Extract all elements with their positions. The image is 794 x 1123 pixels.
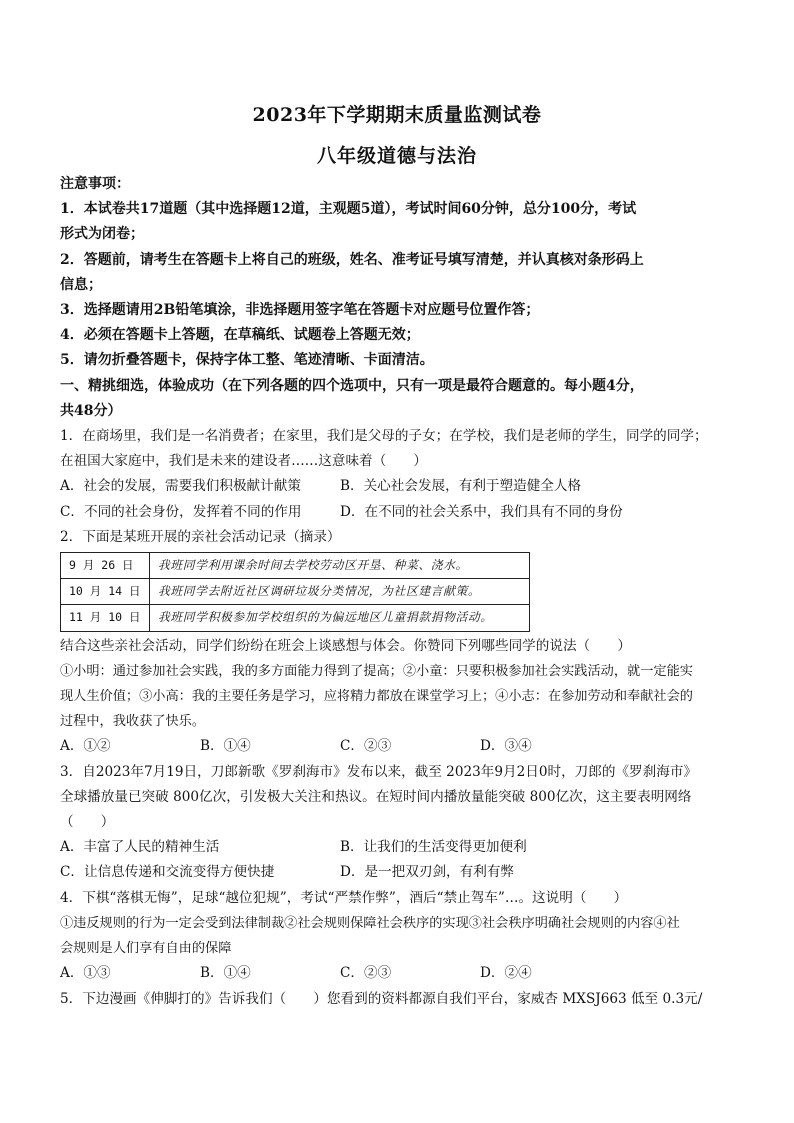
record-note: 我班同学积极参加学校组织的为偏远地区儿童捐款捐物活动。 [150, 605, 530, 631]
question-3-options [60, 835, 736, 860]
option-d: D．③④ [480, 738, 532, 755]
question-1-stem: 在祖国大家庭中，我们是未来的建设者……这意味着（ ） [60, 453, 428, 470]
question-3-stem: 全球播放量已突破 800亿次，引发极大关注和热议。在短时间内播放量能突破 800亿次，这主要表明网络 [60, 788, 692, 805]
option-c: C．②③ [340, 738, 392, 755]
question-1-options [60, 474, 736, 499]
option-b: B．①④ [200, 738, 251, 755]
question-4-options [60, 961, 736, 986]
record-date: 9 月 26 日 [61, 553, 150, 579]
table-row [61, 605, 530, 631]
question-4-statement: ①违反规则的行为一定会受到法律制裁②社会规则保障社会秩序的实现③社会秩序明确社会规则的内容④社 [60, 915, 680, 931]
option-a: A．①③ [60, 965, 111, 982]
exam-subject: 八年级道德与法治 [316, 145, 477, 167]
option-c: C．让信息传递和交流变得方便快捷 [60, 864, 275, 881]
notice-line: 5．请勿折叠答题卡，保持字体工整、笔迹清晰、卡面清洁。 [60, 352, 434, 369]
notice-line: 2．答题前，请考生在答题卡上将自己的班级，姓名、准考证号填写清楚，并认真核对条形码上 [60, 251, 644, 268]
record-note: 我班同学去附近社区调研垃圾分类情况，为社区建言献策。 [150, 579, 530, 605]
option-d: D．②④ [480, 965, 532, 982]
option-b: B．让我们的生活变得更加便利 [340, 839, 527, 856]
question-4-statement: 会规则是人们享有自由的保障 [60, 941, 232, 957]
section-heading: 一、精挑细选，体验成功（在下列各题的四个选项中，只有一项是最符合题意的。每小题4分， [60, 377, 644, 394]
question-5-stem: 5．下边漫画《伸脚打的》告诉我们（ ）您看到的资料都源自我们平台，家威杏 MXSJ663 低至 0.3元/ [60, 990, 703, 1007]
question-1-stem: 1．在商场里，我们是一名消费者；在家里，我们是父母的子女；在学校，我们是老师的学生，同学的同学； [60, 428, 708, 445]
question-2-statement: 现人生价值；③小高：我的主要任务是学习，应将精力都放在课堂学习上；④小志：在参加劳动和奉献社会的 [60, 689, 693, 705]
notice-line: 1．本试卷共17道题（其中选择题12道，主观题5道），考试时间60分钟，总分100分，考试 [60, 201, 637, 218]
notice-heading: 注意事项： [60, 176, 130, 192]
option-c: C．②③ [340, 965, 392, 982]
option-d: D．是一把双刃剑，有利有弊 [340, 864, 515, 881]
option-a: A．①② [60, 738, 111, 755]
notice-line: 4．必须在答题卡上答题，在草稿纸、试题卷上答题无效； [60, 327, 420, 344]
exam-title: 2023年下学期期末质量监测试卷 [252, 104, 542, 126]
option-a: A．社会的发展，需要我们积极献计献策 [60, 478, 301, 495]
option-b: B．关心社会发展，有利于塑造健全人格 [340, 478, 582, 495]
record-date: 10 月 14 日 [61, 579, 150, 605]
option-a: A．丰富了人民的精神生活 [60, 839, 220, 856]
question-2-options [60, 734, 736, 759]
question-3-options [60, 860, 736, 885]
question-4-stem: 4．下棋“落棋无悔”，足球“越位犯规”，考试“严禁作弊”，酒后“禁止驾车”…。这说明（ ） [60, 889, 628, 906]
option-b: B．①④ [200, 965, 251, 982]
record-note: 我班同学利用课余时间去学校劳动区开垦、种菜、浇水。 [150, 553, 530, 579]
record-date: 11 月 10 日 [61, 605, 150, 631]
question-1-options [60, 500, 736, 525]
option-c: C．不同的社会身份，发挥着不同的作用 [60, 503, 302, 520]
notice-line: 信息； [60, 276, 102, 293]
option-d: D．在不同的社会关系中，我们具有不同的身份 [340, 503, 623, 520]
question-2-statement: 过程中，我收获了快乐。 [60, 714, 206, 730]
section-heading: 共48分） [60, 402, 122, 419]
question-2-stem: 2．下面是某班开展的亲社会活动记录（摘录） [60, 528, 341, 545]
question-2-ask: 结合这些亲社会活动，同学们纷纷在班会上谈感想与体会。你赞同下列哪些同学的说法（ ） [60, 637, 631, 654]
table-row [61, 553, 530, 579]
notice-line: 形式为闭卷； [60, 226, 144, 243]
question-3-stem: 3．自2023年7月19日，刀郎新歌《罗刹海市》发布以来，截至 2023年9月2日0时，刀郎的《罗刹海市》 [60, 763, 698, 780]
table-row [61, 579, 530, 605]
notice-line: 3．选择题请用2B铅笔填涂，非选择题用签字笔在答题卡对应题号位置作答； [60, 302, 540, 319]
question-2-statement: ①小明：通过参加社会实践，我的多方面能力得到了提高；②小童：只要积极参加社会实践活动，就一定能实 [60, 663, 693, 679]
question-3-stem: （ ） [60, 814, 115, 831]
activity-record-table [60, 552, 530, 632]
exam-content [60, 172, 736, 1012]
